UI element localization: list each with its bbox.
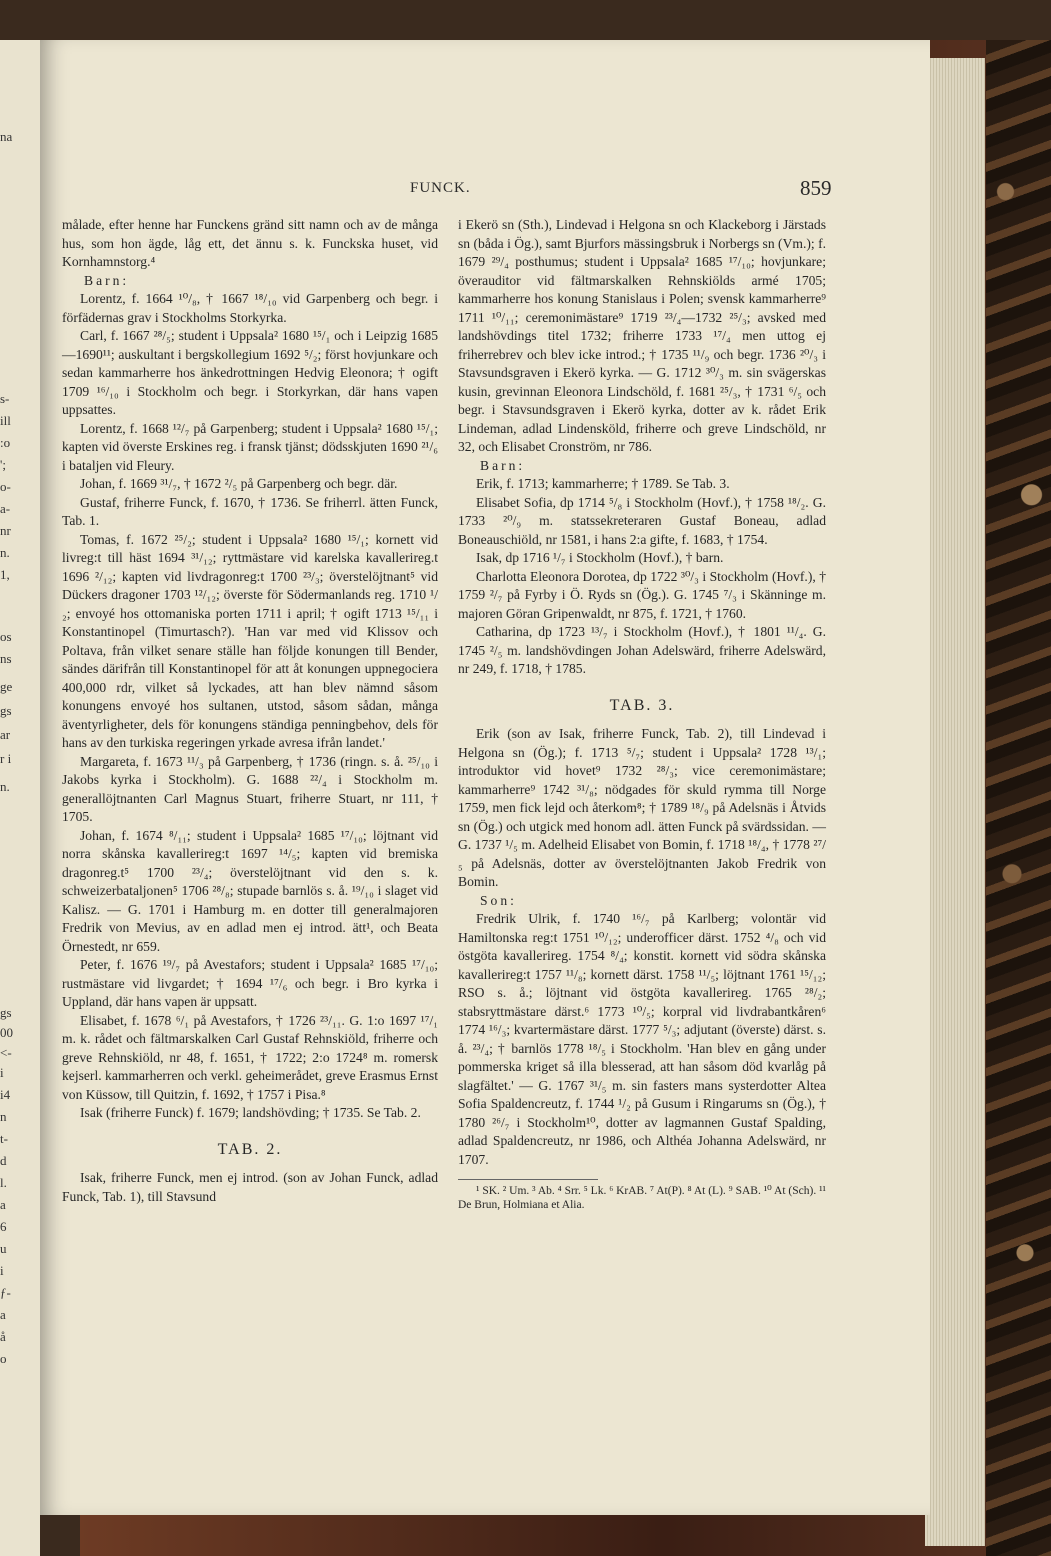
left-page-edge-text: '; bbox=[0, 457, 6, 472]
left-page-edge-text: 00 bbox=[0, 1025, 13, 1040]
footnotes: ¹ SK. ² Um. ³ Ab. ⁴ Srr. ⁵ Lk. ⁶ KrAB. ⁷ At(P). ⁸ At (L). ⁹ SAB. ¹⁰ At (Sch). ¹¹ De Brun, Holmiana et Alia. bbox=[458, 1185, 826, 1211]
left-page-edge-text: ƒ- bbox=[0, 1285, 11, 1300]
entry-paragraph: Elisabet Sofia, dp 1714 ⁵/₈ i Stockholm (Hovf.), † 1758 ¹⁸/₂. G. 1733 ²⁰/₉ m. statssekreteraren Gustaf Boneau, adlad Boneauschiöld, nr 1581, i hans 2:a gifte, f. 1683, † 1754. bbox=[458, 494, 826, 547]
entry-paragraph: Charlotta Eleonora Dorotea, dp 1722 ³⁰/₃ i Stockholm (Hovf.), † 1759 ²/₇ på Fyrby i Ö. Ryds sn (Ög.). G. 1745 ⁷/₃ i Skänninge m. majoren Göran Gripenwaldt, nr 875, f. 1721, † 1760. bbox=[458, 568, 826, 621]
marbled-page-edge bbox=[986, 40, 1051, 1556]
left-page-edge-text: n bbox=[0, 1109, 7, 1124]
entry-paragraph: Tomas, f. 1672 ²⁵/₂; student i Uppsala² 1680 ¹⁵/₁; kornett vid livreg:t till häst 1694 ³¹/₁₂; ryttmästare vid karelska kavallerireg.t 1696 ²/₁₂; kapten vid livdragonreg:t 1700 ²³/₃; överstelöjtnant⁵ vid Dückers dragoner 1703 ¹²/₁₂; överste för Södermanlands reg. 1710 ¹/₂; envoyé hos ottomaniska porten 1711 i april; † ogift 1713 ¹⁵/₁₁ i Konstantinopel (Timurtasch?). 'Han var med vid Klissov och Poltava, från vilket senare ställe han följde konungen till Bender, sändes därifrån till Konstantinopel för att åt konungen uppnegociera 400,000 rdr, vilket så lyckades, att han blev nämnd såsom konungens envoyé hos sultanen, utstod, såsom sådan, många äventyrligheter, dels för konungens ständiga penningbehov, dels för hans av den turkiska regeringen yrkade avresa ifrån landet.' bbox=[62, 531, 438, 750]
left-page-edge-text: i4 bbox=[0, 1087, 11, 1102]
entry-paragraph: Gustaf, friherre Funck, f. 1670, † 1736. Se friherrl. ätten Funck, Tab. 1. bbox=[62, 494, 438, 528]
left-page-edge-text: n. bbox=[0, 779, 10, 794]
entry-paragraph: Elisabet, f. 1678 ⁶/₁ på Avestafors, † 1726 ²³/₁₁. G. 1:o 1697 ¹⁷/₁ m. k. rådet och fältmarskalken Carl Gustaf Rehnskiöld, friherre och greve Rehnskiöld, nr 48, f. 1651, † 1722; 2:o 1724⁸ m. romersk kejserl. kammarherren och verkl. geheimerådet, greve Erasmus Ernst von Küssow, till Quitzin, f. 1692, † 1757 i Pisa.⁸ bbox=[62, 1012, 438, 1102]
left-page-edge-text: <- bbox=[0, 1045, 12, 1060]
entry-paragraph: Lorentz, f. 1664 ¹⁰/₈, † 1667 ¹⁸/₁₀ vid Garpenberg och begr. i förfädernas grav i Stockholms Storkyrka. bbox=[62, 291, 438, 325]
entry-paragraph: Carl, f. 1667 ²⁸/₅; student i Uppsala² 1680 ¹⁵/₁ och i Leipzig 1685—1690¹¹; auskultant i bergskollegium 1692 ⁵/₂; först hovjunkare och sedan kammarherre hos änkedrottningen Hedvig Eleonora; † ogift 1709 ¹⁶/₁₀ i Stockholm och begr. i Storkyrkan, där hans vapen uppsattes. bbox=[62, 328, 438, 417]
left-page-edge-text: a bbox=[0, 1307, 6, 1322]
left-page-edge-text: ge bbox=[0, 679, 13, 694]
left-page-edge-text: i bbox=[0, 1065, 4, 1080]
left-page-edge-text: ar bbox=[0, 727, 11, 742]
left-page-edge-text: na bbox=[0, 129, 13, 144]
section-label: Son: bbox=[480, 892, 517, 908]
section-label: Barn: bbox=[480, 457, 526, 473]
left-page-edge-text: 6 bbox=[0, 1219, 7, 1234]
entry-paragraph: Catharina, dp 1723 ¹³/₇ i Stockholm (Hovf.), † 1801 ¹¹/₄. G. 1745 ²/₅ m. landshövdingen Johan Adelswärd, friherre Adelswärd, nr 249, f. 1718, † 1785. bbox=[458, 624, 826, 676]
left-page-edge-text: ns bbox=[0, 651, 12, 666]
left-page-edge-text: nr bbox=[0, 523, 11, 538]
entry-paragraph: Erik (son av Isak, friherre Funck, Tab. 2), till Lindevad i Helgona sn (Ög.); f. 1713 ⁵/₇; student i Uppsala² 1728 ¹³/₁; introduktor vid hovet⁹ 1732 ²⁸/₃; vice ceremonimästare; kammarherre⁹ 1742 ³¹/₈; nödgades för skuld rymma till Norge 1759, men fick lejd och återkom⁸; † 1789 ¹⁸/₉ på Adelsnäs i Åtvids sn (Ög.) och utgick med honom adl. ätten Funck på svärdssidan. — G. 1737 ¹/₅ m. Adelheid Elisabet von Bomin, f. 1718 ¹⁸/₄, † 1778 ²⁷/₅ på Adelsnäs, dotter av överstelöjtnanten Jakob Fredrik von Bomin. bbox=[458, 726, 826, 889]
left-page-edge-text: a- bbox=[0, 501, 11, 516]
left-page-edge-text: n. bbox=[0, 545, 10, 560]
entry-paragraph: målade, efter henne har Funckens gränd sitt namn och av de många hus, som hon ägde, låg ett, det ännu s. k. Funckska huset, vid Kornhamnstorg.⁴ bbox=[62, 217, 438, 269]
left-page-edge-text: l. bbox=[0, 1175, 7, 1190]
entry-paragraph: Isak, friherre Funck, men ej introd. (son av Johan Funck, adlad Funck, Tab. 1), till Stavsund bbox=[62, 1170, 438, 1204]
left-page-edge-text: t- bbox=[0, 1131, 8, 1146]
entry-paragraph: Peter, f. 1676 ¹⁹/₇ på Avestafors; student i Uppsala² 1685 ¹⁷/₁₀; rustmästare vid livgardet; † 1694 ¹⁷/₆ och begr. i Bro kyrka i Uppland, där hans vapen är uppsatt. bbox=[62, 957, 438, 1009]
entry-paragraph: Fredrik Ulrik, f. 1740 ¹⁶/₇ på Karlberg; volontär vid Hamiltonska reg:t 1751 ¹⁰/₁₂; underofficer därst. 1752 ⁴/₈ och vid östgöta kavallerireg. 1754 ⁸/₄; konstit. kornett vid södra skånska kavallerireg:t 1757 ¹¹/₈; kornett därst. 1758 ¹¹/₅; löjtnant 1761 ¹⁵/₁₂; RSO s. å.; löjtnant vid östgöta kavallerireg. 1765 ²⁸/₂; stabsryttmästare därst.⁶ 1773 ¹⁰/₅; korpral vid livdrabantkåren⁶ 1774 ¹⁶/₃; kvartermästare därst. 1777 ⁵/₃; adjutant (överste) därst. s. å. ²³/₄; † barnlös 1778 ¹⁸/₅ i Stockholm. 'Han blev en gång under pommerska kriget så illa blesserad, att han såsom död kvarlåg på slagfältet.' — G. 1767 ³¹/₅ m. sin fasters mans systerdotter Altea Sofia Spaldencreutz, f. 1744 ¹/₂ på Gusum i Ringarums sn (Ög.), † 1780 ²⁶/₇ i Stockholm¹⁰, dotter av lagmannen Gustaf Spalding, adlad Spaldencreutz, nr 1986, och Althéa Johanna Adelswärd, nr 1707. bbox=[458, 911, 826, 1167]
left-page-edge-text: s- bbox=[0, 391, 10, 406]
book-page bbox=[40, 40, 930, 1515]
right-column bbox=[458, 216, 826, 1212]
left-column bbox=[62, 216, 438, 1206]
left-page-edge-text: å bbox=[0, 1329, 6, 1344]
page-stack-edge bbox=[925, 58, 985, 1546]
left-page-edge-text: gs bbox=[0, 1005, 12, 1020]
left-page-edge-text: i bbox=[0, 1263, 4, 1278]
entry-paragraph: Isak, dp 1716 ¹/₇ i Stockholm (Hovf.), † barn. bbox=[476, 550, 724, 565]
left-page-edge-text: r i bbox=[0, 751, 12, 766]
left-page-edge-text: 1, bbox=[0, 567, 10, 582]
section-label: Barn: bbox=[84, 272, 130, 288]
entry-paragraph: Johan, f. 1669 ³¹/₇, † 1672 ²/₅ på Garpenberg och begr. där. bbox=[80, 476, 398, 491]
left-page-edge-text: a bbox=[0, 1197, 6, 1212]
left-page-fragment bbox=[0, 40, 40, 1556]
left-page-edge-text: o bbox=[0, 1351, 7, 1366]
entry-paragraph: Isak (friherre Funck) f. 1679; landshövding; † 1735. Se Tab. 2. bbox=[80, 1105, 421, 1120]
left-page-edge-text: :o bbox=[0, 435, 11, 450]
page-header bbox=[40, 176, 930, 210]
left-page-edge-text: d bbox=[0, 1153, 7, 1168]
left-page-edge-text: o- bbox=[0, 479, 11, 494]
left-page-edge-text: u bbox=[0, 1241, 7, 1256]
table-heading: TAB. 3. bbox=[609, 696, 675, 714]
left-page-edge-text: ill bbox=[0, 413, 11, 428]
left-page-edge-text: gs bbox=[0, 703, 12, 718]
entry-paragraph: i Ekerö sn (Sth.), Lindevad i Helgona sn och Klackeborg i Järstads sn (båda i Ög.), samt Bjurfors mässingsbruk i Norbergs sn (Vm.); f. 1679 ²⁹/₄ posthumus; student i Uppsala² 1685 ¹⁷/₁₀; hovjunkare; överauditor vid fältmarskalken Rehnskiölds armé 1705; kammarherre hos konung Stanislaus i Polen; svensk kammarherre⁹ 1711 ¹⁰/₁₁; ceremonimästare⁹ 1719 ²³/₄—1732 ²⁵/₃; avsked med landshövdings titel 1732; friherre 1733 ¹⁷/₄ men uttog ej friherrebrev och blev icke introd.; † 1735 ¹¹/₉ och begr. 1736 ²⁰/₃ i Stavsundsgraven i Ekerö kyrka. — G. 1712 ³⁰/₃ m. sin svägerskas kusin, grevinnan Eleonora Lindschöld, f. 1681 ²⁵/₃, † 1731 ⁶/₅ och begr. i Stavsundsgraven i Ekerö kyrka, dotter av k. rådet Erik Lindeman, adlad Lindensköld, friherre och greve Lindschöld, nr 32, och Elisabet Cronström, nr 786. bbox=[458, 217, 826, 454]
page-number: 859 bbox=[800, 176, 832, 200]
entry-paragraph: Erik, f. 1713; kammarherre; † 1789. Se Tab. 3. bbox=[476, 476, 730, 491]
entry-paragraph: Johan, f. 1674 ⁸/₁₁; student i Uppsala² 1685 ¹⁷/₁₀; löjtnant vid norra skånska kavallerireg:t 1697 ¹⁴/₅; kapten vid bremiska dragonreg.t⁵ 1700 ²³/₄; överstelöjtnant vid den s. k. schweizerbataljonen⁵ 1706 ²⁸/₈; stupade barnlös s. å. ¹⁹/₁₀ i slaget vid Kalisz. — G. 1701 i Hamburg m. en dotter till generalmajoren Fredrik von Mevius, av en adlad men ej introd. ätt¹, och Beata Örnestedt, nr 659. bbox=[62, 827, 438, 954]
entry-paragraph: Lorentz, f. 1668 ¹²/₇ på Garpenberg; student i Uppsala² 1680 ¹⁵/₁; kapten vid överste Erskines reg. i fransk tjänst; dödsskjuten 1690 ²¹/₆ i bataljen vid Fleury. bbox=[62, 420, 438, 473]
entry-paragraph: Margareta, f. 1673 ¹¹/₃ på Garpenberg, † 1736 (ringn. s. å. ²⁵/₁₀ i Jakobs kyrka i Stockholm). G. 1688 ²²/₄ i Stockholm m. generallöjtnanten Carl Magnus Stuart, friherre Stuart, nr 111, † 1705. bbox=[62, 753, 438, 824]
table-heading: TAB. 2. bbox=[217, 1140, 283, 1158]
running-title: FUNCK. bbox=[410, 180, 471, 196]
left-page-edge-text: os bbox=[0, 629, 12, 644]
